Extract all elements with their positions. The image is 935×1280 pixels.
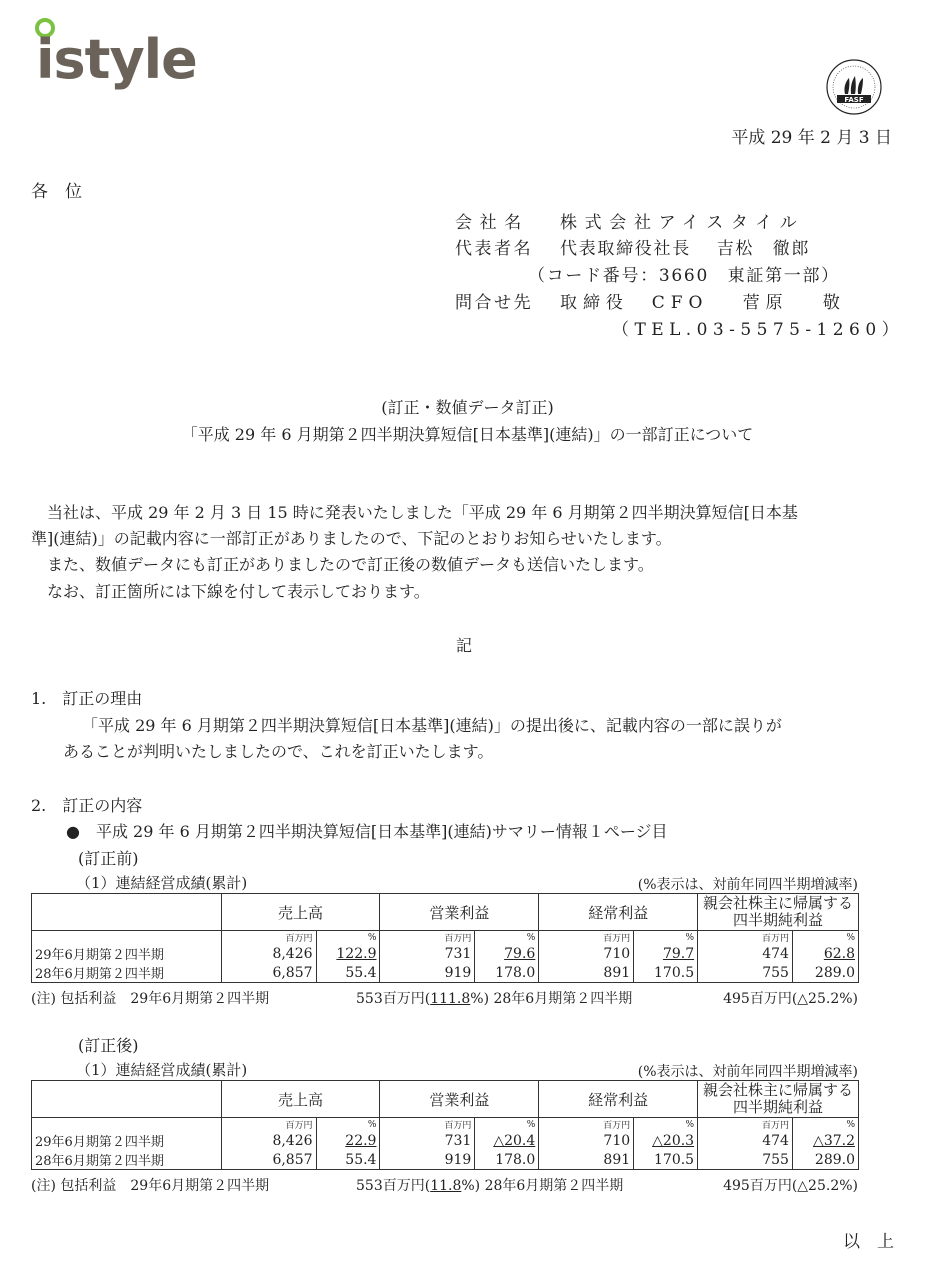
before-label: (訂正前) [78,849,139,868]
before-comprehensive-amount [356,988,632,1008]
after-prior-comprehensive: 495百万円(△25.2%) [723,1178,858,1194]
operating-income-value: 919 [380,1150,475,1170]
note-amount: 553百万円( [356,1178,431,1194]
contact-label: 問合せ先 [455,293,534,313]
operating-income-value: 731 [380,944,475,963]
header-blank [32,1081,222,1118]
header-operating-income: 営業利益 [380,1081,539,1118]
sales-pct: 55.4 [316,963,380,983]
unit-pct: % [792,931,858,945]
note-tail: %) 28年6月期第２四半期 [470,991,633,1007]
body-paragraph-1a: 当社は、平成 29 年 2 月 3 日 15 時に発表いたしました「平成 29 年 6 月期第２四半期決算短信[日本基 [47,503,798,522]
unit-amount: 百万円 [221,1118,316,1132]
operating-income-value: 919 [380,963,475,983]
table-row [32,1131,859,1150]
fasf-seal-icon [825,58,883,116]
unit-amount: 百万円 [380,931,475,945]
sales-pct: 22.9 [345,1132,377,1149]
title-line1: (訂正・数値データ訂正) [381,398,554,417]
after-pct-note: (%表示は、対前年同四半期増減率) [637,1064,858,1080]
row-label: 29年6月期第２四半期 [32,944,222,963]
after-label: (訂正後) [78,1036,139,1055]
row-label: 28年6月期第２四半期 [32,1150,222,1170]
representative-label: 代表者名 [455,239,534,259]
note-pct: 111.8 [430,991,471,1007]
sales-value: 6,857 [221,963,316,983]
sales-value: 8,426 [221,1131,316,1150]
operating-income-pct: 178.0 [475,1150,539,1170]
ordinary-income-pct: 79.7 [662,945,695,962]
unit-amount: 百万円 [539,1118,634,1132]
sales-pct: 122.9 [336,945,377,962]
header-ordinary-income: 経常利益 [539,1081,698,1118]
net-income-value: 755 [698,963,793,983]
unit-pct: % [475,1118,539,1132]
unit-blank [32,1118,222,1132]
representative-name: 代表取締役社長 吉松 徹郎 [560,239,811,259]
header-operating-income: 営業利益 [380,894,539,931]
note-pct: 11.8 [430,1178,462,1194]
net-income-pct: 289.0 [792,963,858,983]
unit-pct: % [475,931,539,945]
before-prior-comprehensive: 495百万円(△25.2%) [723,991,858,1007]
section1-heading: 1. 訂正の理由 [31,689,143,708]
note-amount: 553百万円( [356,991,431,1007]
section1-text-b: あることが判明いたしましたので、これを訂正いたします。 [63,742,494,761]
unit-amount: 百万円 [380,1118,475,1132]
after-comprehensive-amount [356,1175,623,1195]
ordinary-income-pct: 170.5 [634,963,698,983]
header-sales: 売上高 [221,1081,380,1118]
header-blank [32,894,222,931]
contact-tel: （TEL.03-5575-1260） [612,320,905,340]
ordinary-income-pct: 170.5 [634,1150,698,1170]
unit-blank [32,931,222,945]
body-paragraph-2: また、数値データにも訂正がありましたので訂正後の数値データも送信いたします。 [47,555,654,574]
after-results-table [31,1080,859,1170]
section2-heading: 2. 訂正の内容 [31,796,143,815]
before-caption: （1）連結経営成績(累計) [76,874,248,892]
fasf-label: FASF [844,96,864,104]
header-net-income: 親会社株主に帰属する四半期純利益 [698,1081,859,1118]
ordinary-income-pct: △20.3 [652,1132,695,1149]
unit-amount: 百万円 [698,931,793,945]
contact-person: 取締役 CFO 菅原 敬 [560,293,846,313]
before-pct-note: (%表示は、対前年同四半期増減率) [637,877,858,893]
operating-income-value: 731 [380,1131,475,1150]
addressee: 各 位 [31,182,82,202]
operating-income-pct: 79.6 [504,945,536,962]
ordinary-income-value: 710 [539,1131,634,1150]
note-label: (注) 包括利益 29年6月期第２四半期 [31,1178,270,1194]
company-name-label: 会社名 [455,213,529,233]
net-income-pct: △37.2 [813,1132,855,1149]
ordinary-income-value: 710 [539,944,634,963]
operating-income-pct: △20.4 [493,1132,536,1149]
unit-pct: % [634,1118,698,1132]
unit-pct: % [316,931,380,945]
operating-income-pct: 178.0 [475,963,539,983]
net-income-value: 474 [698,1131,793,1150]
row-label: 28年6月期第２四半期 [32,963,222,983]
sales-pct: 55.4 [316,1150,380,1170]
unit-amount: 百万円 [698,1118,793,1132]
unit-pct: % [316,1118,380,1132]
header-ordinary-income: 経常利益 [539,894,698,931]
after-comprehensive-note [31,1175,269,1195]
net-income-value: 474 [698,944,793,963]
header-sales: 売上高 [221,894,380,931]
before-results-table [31,893,859,983]
unit-amount: 百万円 [539,931,634,945]
table-row [32,1150,859,1170]
before-comprehensive-note [31,988,269,1008]
company-name: 株式会社アイスタイル [560,213,805,233]
closing-mark: 以 上 [843,1232,894,1252]
document-date: 平成 29 年 2 月 3 日 [731,128,892,148]
body-paragraph-3: なお、訂正箇所には下線を付して表示しております。 [47,582,430,601]
row-label: 29年6月期第２四半期 [32,1131,222,1150]
ordinary-income-value: 891 [539,963,634,983]
table-row [32,963,859,983]
section1-text-a: 「平成 29 年 6 月期第２四半期決算短信[日本基準](連結)」の提出後に、記載内容の一部に誤りが [82,716,782,735]
unit-amount: 百万円 [221,931,316,945]
net-income-pct: 289.0 [792,1150,858,1170]
sales-value: 6,857 [221,1150,316,1170]
after-caption: （1）連結経営成績(累計) [76,1061,248,1079]
unit-pct: % [634,931,698,945]
sales-value: 8,426 [221,944,316,963]
body-paragraph-1b: 準](連結)」の記載内容に一部訂正がありましたので、下記のとおりお知らせいたします。 [31,529,672,548]
net-income-pct: 62.8 [823,945,855,962]
table-row [32,944,859,963]
header-net-income: 親会社株主に帰属する四半期純利益 [698,894,859,931]
note-label: (注) 包括利益 29年6月期第２四半期 [31,991,270,1007]
note-tail: %) 28年6月期第２四半期 [461,1178,624,1194]
ordinary-income-value: 891 [539,1150,634,1170]
ki-mark: 記 [456,636,473,655]
unit-pct: % [792,1118,858,1132]
stock-code: （コード番号：3660 東証第一部） [528,266,840,286]
title-line2: 「平成 29 年 6 月期第２四半期決算短信[日本基準](連結)」の一部訂正について [181,425,754,444]
net-income-value: 755 [698,1150,793,1170]
istyle-logo: istyle [36,28,197,91]
section2-bullet: ● 平成 29 年 6 月期第２四半期決算短信[日本基準](連結)サマリー情報１ページ目 [66,822,668,841]
